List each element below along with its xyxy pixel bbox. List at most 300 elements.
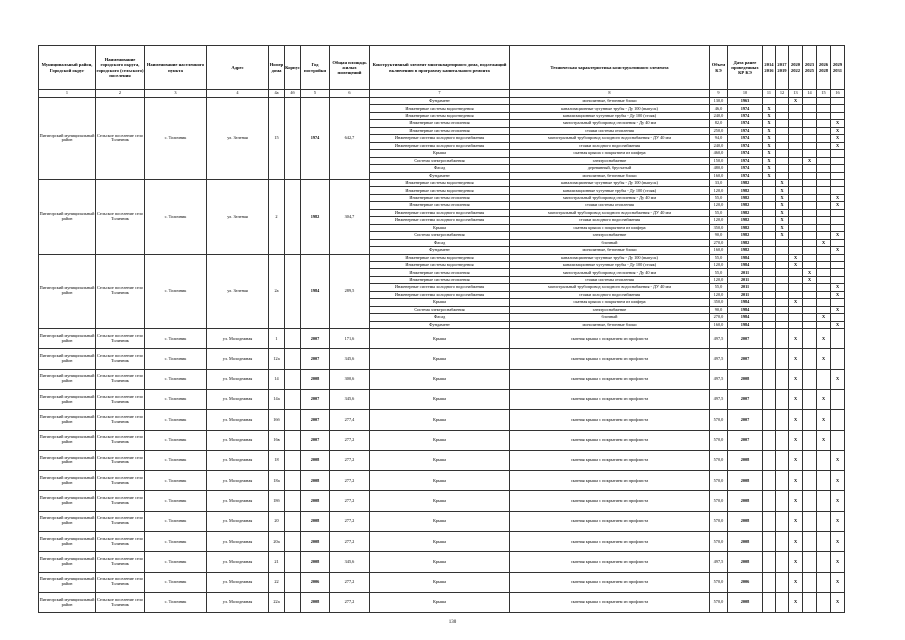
living-area-cell: 277,2: [330, 592, 370, 612]
volume-cell: 120,0: [710, 261, 728, 268]
district-cell: Пятигорский муниципальный район: [39, 511, 96, 531]
living-area-cell: 277,2: [330, 572, 370, 592]
period-mark-cell: [763, 299, 776, 306]
element-cell: Крыша: [370, 511, 510, 531]
element-cell: Крыша: [370, 150, 510, 157]
period-mark-cell: [789, 314, 803, 321]
period-mark-cell: [776, 98, 789, 105]
column-header: 2017 2019: [776, 46, 789, 90]
period-mark-cell: [803, 187, 817, 194]
last-repair-date-cell: 1982: [728, 247, 763, 254]
period-mark-cell: [789, 135, 803, 142]
element-cell: Крыша: [370, 450, 510, 470]
volume-cell: 55,0: [710, 269, 728, 276]
element-cell: Инженерные системы отопления: [370, 127, 510, 134]
period-mark-cell: [803, 471, 817, 491]
build-year-cell: 2007: [301, 349, 330, 369]
settlement-cell: Сельское поселение село Толичник: [96, 592, 145, 612]
period-mark-cell: X: [803, 157, 817, 164]
period-mark-cell: [789, 105, 803, 112]
period-mark-cell: [789, 172, 803, 179]
period-mark-cell: [763, 314, 776, 321]
spec-cell: скатная крыша с покрытием из профлиста: [510, 511, 710, 531]
period-mark-cell: [789, 232, 803, 239]
last-repair-date-cell: 1982: [728, 232, 763, 239]
period-mark-cell: [789, 217, 803, 224]
period-mark-cell: [803, 329, 817, 349]
period-mark-cell: [817, 217, 831, 224]
last-repair-date-cell: 2008: [728, 552, 763, 572]
period-mark-cell: [803, 552, 817, 572]
period-mark-cell: [803, 127, 817, 134]
build-year-cell: 2006: [301, 572, 330, 592]
street-cell: ул. Молодежная: [207, 349, 269, 369]
element-cell: Крыша: [370, 349, 510, 369]
table-row: [39, 471, 845, 491]
period-mark-cell: [831, 261, 845, 268]
spec-cell: блочный: [510, 314, 710, 321]
last-repair-date-cell: 2008: [728, 471, 763, 491]
volume-cell: 350,0: [710, 299, 728, 306]
column-number: 1: [39, 90, 96, 98]
last-repair-date-cell: 1982: [728, 179, 763, 186]
period-mark-cell: [803, 112, 817, 119]
building-cell: [285, 349, 301, 369]
column-header: 2026 2028: [817, 46, 831, 90]
element-cell: Фундамент: [370, 172, 510, 179]
last-repair-date-cell: 1984: [728, 261, 763, 268]
spec-cell: стояки системы отопления: [510, 276, 710, 283]
column-header: 2023 2025: [803, 46, 817, 90]
period-mark-cell: [817, 150, 831, 157]
street-cell: ул. Молодежная: [207, 491, 269, 511]
period-mark-cell: [776, 491, 789, 511]
period-mark-cell: X: [763, 165, 776, 172]
period-mark-cell: [763, 98, 776, 105]
volume-cell: 480,0: [710, 165, 728, 172]
district-cell: Пятигорский муниципальный район: [39, 430, 96, 450]
volume-cell: 120,0: [710, 217, 728, 224]
period-mark-cell: X: [831, 321, 845, 328]
locality-cell: с. Толичник: [145, 254, 207, 329]
spec-cell: скатная крыша с покрытием из профлиста: [510, 349, 710, 369]
spec-cell: стояки холодного водоснабжения: [510, 291, 710, 298]
locality-cell: с. Толичник: [145, 369, 207, 389]
period-mark-cell: [831, 105, 845, 112]
period-mark-cell: [831, 179, 845, 186]
last-repair-date-cell: 2008: [728, 491, 763, 511]
last-repair-date-cell: 1984: [728, 314, 763, 321]
living-area-cell: 289,5: [330, 254, 370, 329]
column-header: Техническая характеристика конструктивного элемента: [510, 46, 710, 90]
volume-cell: 250,0: [710, 127, 728, 134]
period-mark-cell: [817, 321, 831, 328]
column-number: 10: [728, 90, 763, 98]
period-mark-cell: [803, 232, 817, 239]
building-cell: [285, 254, 301, 329]
period-mark-cell: [817, 369, 831, 389]
period-mark-cell: [817, 269, 831, 276]
period-mark-cell: [817, 224, 831, 231]
last-repair-date-cell: 1974: [728, 150, 763, 157]
period-mark-cell: [776, 471, 789, 491]
period-mark-cell: [831, 209, 845, 216]
period-mark-cell: [831, 98, 845, 105]
period-mark-cell: [776, 112, 789, 119]
period-mark-cell: [789, 150, 803, 157]
element-cell: Инженерные системы холодного водоснабжения: [370, 142, 510, 149]
table-row: [39, 369, 845, 389]
period-mark-cell: [831, 217, 845, 224]
spec-cell: скатная крыша с покрытием из профлиста: [510, 369, 710, 389]
period-mark-cell: X: [831, 572, 845, 592]
period-mark-cell: X: [763, 120, 776, 127]
period-mark-cell: X: [776, 202, 789, 209]
street-cell: ул. Молодежная: [207, 471, 269, 491]
spec-cell: скатная крыша с покрытием из профлиста: [510, 572, 710, 592]
locality-cell: с. Толичник: [145, 98, 207, 180]
column-number: 8: [510, 90, 710, 98]
period-mark-cell: [803, 284, 817, 291]
spec-cell: стояки холодного водоснабжения: [510, 142, 710, 149]
house-number-cell: 20: [269, 511, 285, 531]
period-mark-cell: [803, 239, 817, 246]
period-mark-cell: [789, 157, 803, 164]
locality-cell: с. Толичник: [145, 572, 207, 592]
district-cell: Пятигорский муниципальный район: [39, 572, 96, 592]
living-area-cell: 277,2: [330, 491, 370, 511]
spec-cell: скатная крыша с покрытием из профлиста: [510, 329, 710, 349]
building-cell: [285, 450, 301, 470]
period-mark-cell: X: [831, 306, 845, 313]
period-mark-cell: [763, 572, 776, 592]
volume-cell: 570,0: [710, 532, 728, 552]
element-cell: Крыша: [370, 572, 510, 592]
volume-cell: 82,0: [710, 120, 728, 127]
last-repair-date-cell: 2007: [728, 329, 763, 349]
spec-cell: скатная крыша с покрытием из профлиста: [510, 532, 710, 552]
period-mark-cell: [789, 187, 803, 194]
period-mark-cell: [803, 314, 817, 321]
table-row: [39, 532, 845, 552]
period-mark-cell: [831, 269, 845, 276]
building-cell: [285, 592, 301, 612]
period-mark-cell: X: [776, 232, 789, 239]
period-mark-cell: [776, 291, 789, 298]
last-repair-date-cell: 1974: [728, 142, 763, 149]
period-mark-cell: [763, 369, 776, 389]
period-mark-cell: [817, 247, 831, 254]
settlement-cell: Сельское поселение село Толичник: [96, 179, 145, 254]
period-mark-cell: X: [831, 532, 845, 552]
period-mark-cell: [763, 224, 776, 231]
column-number: 13: [789, 90, 803, 98]
last-repair-date-cell: 1984: [728, 299, 763, 306]
spec-cell: скатная крыша с покрытием из шифера: [510, 150, 710, 157]
building-cell: [285, 430, 301, 450]
element-cell: Инженерные системы отопления: [370, 269, 510, 276]
table-row: [39, 329, 845, 349]
district-cell: Пятигорский муниципальный район: [39, 349, 96, 369]
build-year-cell: 2007: [301, 329, 330, 349]
column-number: 9: [710, 90, 728, 98]
spec-cell: монолитные, бетонные блоки: [510, 321, 710, 328]
living-area-cell: 171,6: [330, 329, 370, 349]
settlement-cell: Сельское поселение село Толичник: [96, 410, 145, 430]
build-year-cell: 1982: [301, 179, 330, 254]
element-cell: Система электроснабжения: [370, 157, 510, 164]
period-mark-cell: [831, 314, 845, 321]
house-number-cell: 22а: [269, 592, 285, 612]
program-table-sheet: [38, 45, 844, 613]
element-cell: Инженерные системы водоотведения: [370, 261, 510, 268]
volume-cell: 570,0: [710, 592, 728, 612]
period-mark-cell: [763, 329, 776, 349]
column-numbers-row: [39, 90, 845, 98]
spec-cell: скатная крыша с покрытием из шифера: [510, 299, 710, 306]
volume-cell: 270,0: [710, 239, 728, 246]
living-area-cell: 277,2: [330, 450, 370, 470]
spec-cell: магистральный трубопровод отопления - Ду 40 мм: [510, 120, 710, 127]
house-number-cell: 20а: [269, 532, 285, 552]
living-area-cell: 304,7: [330, 179, 370, 254]
living-area-cell: 277,4: [330, 410, 370, 430]
volume-cell: 350,0: [710, 224, 728, 231]
period-mark-cell: [789, 269, 803, 276]
locality-cell: с. Толичник: [145, 552, 207, 572]
period-mark-cell: [789, 247, 803, 254]
period-mark-cell: X: [817, 349, 831, 369]
period-mark-cell: [776, 410, 789, 430]
period-mark-cell: X: [789, 389, 803, 409]
column-header: Дата ранее проведенных КР КЭ: [728, 46, 763, 90]
period-mark-cell: [763, 179, 776, 186]
building-cell: [285, 179, 301, 254]
table-row: [39, 389, 845, 409]
element-cell: Инженерные системы отопления: [370, 202, 510, 209]
build-year-cell: 2008: [301, 471, 330, 491]
period-mark-cell: [763, 232, 776, 239]
period-mark-cell: [803, 120, 817, 127]
period-mark-cell: [789, 276, 803, 283]
period-mark-cell: X: [763, 172, 776, 179]
period-mark-cell: [776, 284, 789, 291]
period-mark-cell: [831, 112, 845, 119]
spec-cell: деревянный, брусчатый: [510, 165, 710, 172]
period-mark-cell: [776, 120, 789, 127]
locality-cell: с. Толичник: [145, 179, 207, 254]
period-mark-cell: [763, 254, 776, 261]
period-mark-cell: [831, 172, 845, 179]
spec-cell: монолитные, бетонные блоки: [510, 247, 710, 254]
period-mark-cell: [763, 430, 776, 450]
element-cell: Инженерные системы холодного водоснабжения: [370, 209, 510, 216]
column-header: Наименование населенного пункта: [145, 46, 207, 90]
period-mark-cell: [776, 105, 789, 112]
spec-cell: скатная крыша с покрытием из профлиста: [510, 471, 710, 491]
period-mark-cell: X: [776, 209, 789, 216]
period-mark-cell: [817, 450, 831, 470]
period-mark-cell: [817, 299, 831, 306]
settlement-cell: Сельское поселение село Толичник: [96, 572, 145, 592]
build-year-cell: 2008: [301, 511, 330, 531]
settlement-cell: Сельское поселение село Толичник: [96, 491, 145, 511]
element-cell: Инженерные системы водоотведения: [370, 112, 510, 119]
spec-cell: канализационные чугунные трубы - Ду 100 (стояк): [510, 261, 710, 268]
element-cell: Крыша: [370, 224, 510, 231]
settlement-cell: Сельское поселение село Толичник: [96, 98, 145, 180]
period-mark-cell: [763, 261, 776, 268]
last-repair-date-cell: 1982: [728, 202, 763, 209]
last-repair-date-cell: 2011: [728, 276, 763, 283]
house-number-cell: 14: [269, 369, 285, 389]
period-mark-cell: [803, 247, 817, 254]
building-cell: [285, 471, 301, 491]
spec-cell: канализационные чугунные трубы - Ду 100 (выпуск): [510, 254, 710, 261]
district-cell: Пятигорский муниципальный район: [39, 179, 96, 254]
last-repair-date-cell: 1982: [728, 239, 763, 246]
column-header: 2029 2031: [831, 46, 845, 90]
period-mark-cell: [817, 202, 831, 209]
volume-cell: 497,5: [710, 329, 728, 349]
period-mark-cell: X: [831, 592, 845, 612]
spec-cell: канализационные чугунные трубы - Ду 100 (стояк): [510, 112, 710, 119]
period-mark-cell: X: [763, 127, 776, 134]
build-year-cell: 2008: [301, 450, 330, 470]
last-repair-date-cell: 1982: [728, 209, 763, 216]
column-header: Общая площадь жилых помещений: [330, 46, 370, 90]
street-cell: ул. Молодежная: [207, 572, 269, 592]
period-mark-cell: [817, 592, 831, 612]
living-area-cell: 345,6: [330, 349, 370, 369]
period-mark-cell: [763, 552, 776, 572]
district-cell: Пятигорский муниципальный район: [39, 329, 96, 349]
period-mark-cell: [763, 217, 776, 224]
district-cell: Пятигорский муниципальный район: [39, 471, 96, 491]
period-mark-cell: [803, 165, 817, 172]
period-mark-cell: [817, 98, 831, 105]
period-mark-cell: [803, 224, 817, 231]
last-repair-date-cell: 2007: [728, 410, 763, 430]
volume-cell: 55,0: [710, 209, 728, 216]
table-row: [39, 572, 845, 592]
period-mark-cell: [776, 306, 789, 313]
column-number: 3: [145, 90, 207, 98]
locality-cell: с. Толичник: [145, 329, 207, 349]
volume-cell: 55,0: [710, 254, 728, 261]
volume-cell: 160,0: [710, 321, 728, 328]
element-cell: Крыша: [370, 369, 510, 389]
last-repair-date-cell: 1963: [728, 98, 763, 105]
period-mark-cell: [776, 142, 789, 149]
period-mark-cell: X: [789, 471, 803, 491]
settlement-cell: Сельское поселение село Толичник: [96, 389, 145, 409]
period-mark-cell: [831, 187, 845, 194]
period-mark-cell: [789, 321, 803, 328]
period-mark-cell: [763, 247, 776, 254]
building-cell: [285, 511, 301, 531]
period-mark-cell: X: [831, 127, 845, 134]
settlement-cell: Сельское поселение село Толичник: [96, 471, 145, 491]
period-mark-cell: [763, 187, 776, 194]
element-cell: Крыша: [370, 552, 510, 572]
street-cell: ул. Зеленая: [207, 98, 269, 180]
period-mark-cell: X: [831, 511, 845, 531]
last-repair-date-cell: 1982: [728, 217, 763, 224]
element-cell: Крыша: [370, 299, 510, 306]
period-mark-cell: X: [763, 112, 776, 119]
street-cell: ул. Молодежная: [207, 410, 269, 430]
locality-cell: с. Толичник: [145, 532, 207, 552]
last-repair-date-cell: 2006: [728, 572, 763, 592]
period-mark-cell: [763, 284, 776, 291]
spec-cell: стояки холодного водоснабжения: [510, 217, 710, 224]
house-number-cell: 2а: [269, 254, 285, 329]
period-mark-cell: [763, 194, 776, 201]
period-mark-cell: [817, 127, 831, 134]
period-mark-cell: [803, 254, 817, 261]
house-number-cell: 15: [269, 98, 285, 180]
spec-cell: стояки системы отопления: [510, 202, 710, 209]
period-mark-cell: [789, 284, 803, 291]
volume-cell: 55,0: [710, 194, 728, 201]
period-mark-cell: [789, 306, 803, 313]
period-mark-cell: X: [817, 430, 831, 450]
capital-repair-table: [38, 45, 845, 613]
element-cell: Система электроснабжения: [370, 232, 510, 239]
element-cell: Фасад: [370, 314, 510, 321]
spec-cell: магистральный трубопровод отопления - Ду 40 мм: [510, 269, 710, 276]
period-mark-cell: [817, 112, 831, 119]
period-mark-cell: [776, 150, 789, 157]
period-mark-cell: [776, 389, 789, 409]
period-mark-cell: X: [789, 369, 803, 389]
period-mark-cell: [803, 450, 817, 470]
volume-cell: 240,0: [710, 112, 728, 119]
element-cell: Инженерные системы холодного водоснабжения: [370, 135, 510, 142]
period-mark-cell: [831, 157, 845, 164]
last-repair-date-cell: 1974: [728, 120, 763, 127]
element-cell: Крыша: [370, 329, 510, 349]
period-mark-cell: [789, 142, 803, 149]
element-cell: Фасад: [370, 165, 510, 172]
period-mark-cell: [803, 202, 817, 209]
volume-cell: 497,5: [710, 389, 728, 409]
page-number: 130: [448, 620, 457, 625]
settlement-cell: Сельское поселение село Толичник: [96, 552, 145, 572]
period-mark-cell: [817, 276, 831, 283]
building-cell: [285, 532, 301, 552]
volume-cell: 120,0: [710, 187, 728, 194]
period-mark-cell: [803, 150, 817, 157]
element-cell: Фундамент: [370, 321, 510, 328]
street-cell: ул. Молодежная: [207, 532, 269, 552]
element-cell: Крыша: [370, 592, 510, 612]
period-mark-cell: [776, 349, 789, 369]
period-mark-cell: [803, 261, 817, 268]
period-mark-cell: X: [789, 261, 803, 268]
period-mark-cell: [763, 349, 776, 369]
locality-cell: с. Толичник: [145, 450, 207, 470]
last-repair-date-cell: 2007: [728, 430, 763, 450]
period-mark-cell: [803, 306, 817, 313]
period-mark-cell: [817, 179, 831, 186]
house-number-cell: 2: [269, 179, 285, 254]
spec-cell: скатная крыша с покрытием из профлиста: [510, 491, 710, 511]
element-cell: Инженерные системы холодного водоснабжения: [370, 217, 510, 224]
volume-cell: 460,0: [710, 150, 728, 157]
period-mark-cell: [803, 349, 817, 369]
